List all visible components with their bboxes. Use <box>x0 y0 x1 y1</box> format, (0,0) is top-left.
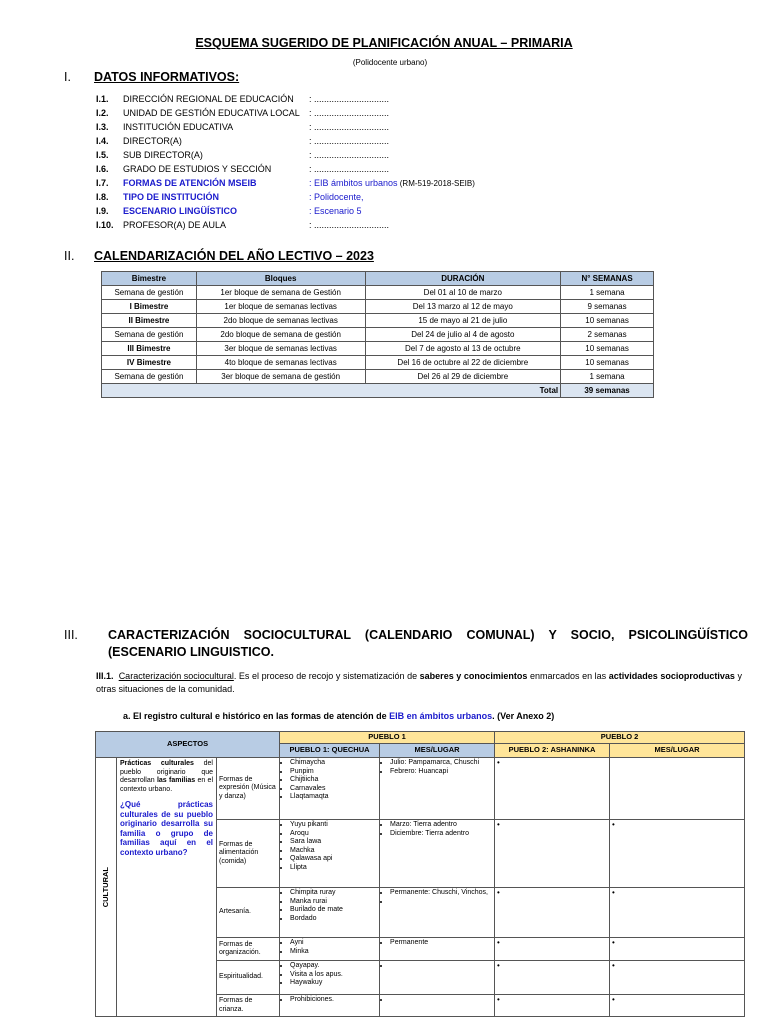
info-row-label: GRADO DE ESTUDIOS Y SECCIÓN <box>123 164 272 174</box>
aspect-description-text: del pueblo originario que desarrollan <box>120 760 213 784</box>
ashaninka-practices-cell <box>495 995 610 1017</box>
bullet-point: • <box>497 961 500 970</box>
calendar-row <box>102 370 654 384</box>
practice-item: • Visita a los apus. <box>290 971 377 980</box>
quechua-practices-cell <box>280 961 380 995</box>
month-place-list <box>382 759 492 776</box>
month-place-item <box>390 996 492 1005</box>
practice-item: • Bordado <box>290 915 377 924</box>
calendar-cell: IV Bimestre <box>102 356 197 370</box>
practice-item: • Ayni <box>290 939 377 948</box>
practice-item: • Yuyu pikanti <box>290 821 377 830</box>
month-place-item: • Permanente: Chuschi, Vinchos, <box>390 889 492 898</box>
calendar-cell: Del 26 al 29 de diciembre <box>365 370 561 384</box>
info-row <box>96 106 656 120</box>
calendar-cell: Del 01 al 10 de marzo <box>365 286 561 300</box>
expression-form-label: Formas de crianza. <box>219 997 253 1013</box>
calendar-cell: 2do bloque de semanas lectivas <box>196 314 365 328</box>
expression-form-label: Formas de alimentación (comida) <box>219 840 259 865</box>
info-row <box>96 148 656 162</box>
month-place-list <box>382 996 492 1005</box>
practice-item: • Llipta <box>290 864 377 873</box>
info-row-number: I.10. <box>96 220 114 230</box>
practice-item: • Chimpita ruray <box>290 889 377 898</box>
document-subtitle: (Polidocente urbano) <box>352 58 428 67</box>
bullet-point: • <box>612 820 615 829</box>
info-row-number: I.3. <box>96 122 109 132</box>
calendar-cell: I Bimestre <box>102 300 197 314</box>
header-mes-lugar-2: MES/LUGAR <box>610 744 745 758</box>
quechua-practices-list <box>282 962 377 988</box>
practice-item: • Carnavales <box>290 785 377 794</box>
info-row-label: DIRECCIÓN REGIONAL DE EDUCACIÓN <box>123 94 294 104</box>
calendar-total-label: Total <box>102 384 561 398</box>
section-2-heading <box>64 249 664 267</box>
month-place-cell-2 <box>610 758 745 820</box>
quechua-practices-cell <box>280 820 380 888</box>
header-quechua: PUEBLO 1: QUECHUA <box>280 744 380 758</box>
info-row <box>96 176 656 190</box>
calendar-cell: 3er bloque de semana de gestión <box>196 370 365 384</box>
month-place-cell-2 <box>610 938 745 961</box>
expression-form-cell <box>217 820 280 888</box>
calendar-header-semanas: N° SEMANAS <box>561 272 654 286</box>
paragraph-text-2: enmarcados en las <box>527 671 609 681</box>
subsection-3-1-number: III.1. <box>96 671 114 681</box>
calendar-cell: 2do bloque de semana de gestión <box>196 328 365 342</box>
info-row-value-text: : EIB ámbitos urbanos <box>309 178 398 188</box>
practice-item: • Machka <box>290 847 377 856</box>
info-row-label: ESCENARIO LINGÜÍSTICO <box>123 206 238 216</box>
info-row <box>96 218 656 232</box>
info-row-number: I.9. <box>96 206 109 216</box>
calendar-cell: 15 de mayo al 21 de julio <box>365 314 561 328</box>
month-place-cell <box>380 888 495 938</box>
info-row-label: TIPO DE INSTITUCIÓN <box>123 192 220 202</box>
practice-item: • Qalawasa api <box>290 855 377 864</box>
practice-item: • Qayapay. <box>290 962 377 971</box>
bullet-point: • <box>497 995 500 1004</box>
header-ashaninka: PUEBLO 2: ASHANINKA <box>495 744 610 758</box>
practice-item: • Sara lawa <box>290 838 377 847</box>
practice-item: • Punpim <box>290 768 377 777</box>
calendar-total-value: 39 semanas <box>561 384 654 398</box>
quechua-practices-list <box>282 821 377 872</box>
info-row <box>96 92 656 106</box>
paragraph-text-1: . Es el proceso de recojo y sistematización de <box>233 671 420 681</box>
calendar-cell: 9 semanas <box>561 300 654 314</box>
info-row-value <box>309 106 389 121</box>
month-place-item: • Diciembre: Tierra adentro <box>390 830 492 839</box>
ashaninka-practices-cell <box>495 758 610 820</box>
info-row-number: I.6. <box>96 164 109 174</box>
calendar-cell: 3er bloque de semanas lectivas <box>196 342 365 356</box>
calendar-cell: 10 semanas <box>561 314 654 328</box>
quechua-practices-cell <box>280 938 380 961</box>
cultural-label: CULTURAL <box>100 866 110 908</box>
quechua-practices-cell <box>280 758 380 820</box>
calendar-cell: II Bimestre <box>102 314 197 328</box>
calendar-cell: Semana de gestión <box>102 328 197 342</box>
practice-item: • Llaqtamaqta <box>290 793 377 802</box>
aspect-description-text: en el contexto urbano. <box>120 777 214 793</box>
cultural-category-cell <box>96 758 117 1017</box>
item-a-prefix: a. El registro cultural e histórico en las formas de atención de <box>123 711 390 721</box>
practice-item: • Haywakuy <box>290 979 377 988</box>
bullet-point: • <box>497 938 500 947</box>
info-row-value-text: : Polidocente, <box>309 192 364 202</box>
info-row-value-text: : .............................. <box>309 94 390 104</box>
info-row-value-text: : .............................. <box>309 164 390 174</box>
paragraph-text-3: y otras situaciones de la comunidad. <box>96 671 743 694</box>
calendar-row <box>102 342 654 356</box>
item-a-suffix: . (Ver Anexo 2) <box>492 711 555 721</box>
bullet-point: • <box>497 820 500 829</box>
quechua-practices-list <box>282 889 377 923</box>
quechua-practices-cell <box>280 995 380 1017</box>
quechua-practices-cell <box>280 888 380 938</box>
month-place-cell-2 <box>610 888 745 938</box>
month-place-item <box>390 962 492 971</box>
calendar-cell: Del 13 marzo al 12 de mayo <box>365 300 561 314</box>
section-2-title: CALENDARIZACIÓN DEL AÑO LECTIVO – 2023 <box>94 249 374 263</box>
info-row-value <box>309 204 362 219</box>
month-place-cell <box>380 758 495 820</box>
section-1-number: I. <box>64 70 71 84</box>
expression-form-cell <box>217 938 280 961</box>
practice-item: • Chimaycha <box>290 759 377 768</box>
calendar-table <box>101 271 654 398</box>
ashaninka-practices-cell <box>495 938 610 961</box>
info-row-value <box>309 134 389 149</box>
info-row-label: SUB DIRECTOR(A) <box>123 150 203 160</box>
info-row <box>96 162 656 176</box>
bullet-point: • <box>612 938 615 947</box>
info-row-value-text: : Escenario 5 <box>309 206 362 216</box>
calendar-cell: 1 semana <box>561 370 654 384</box>
month-place-cell-2 <box>610 995 745 1017</box>
calendar-cell: 10 semanas <box>561 342 654 356</box>
ashaninka-practices-cell <box>495 961 610 995</box>
header-mes-lugar-1: MES/LUGAR <box>380 744 495 758</box>
expression-form-cell <box>217 758 280 820</box>
month-place-item: • Febrero: Huancapi <box>390 768 492 777</box>
calendar-cell: Semana de gestión <box>102 286 197 300</box>
practice-item: • Manka rurai <box>290 898 377 907</box>
month-place-cell <box>380 820 495 888</box>
subsection-3-1-title: Caracterización sociocultural <box>118 671 234 681</box>
aspect-description-text: Prácticas culturales <box>120 760 194 767</box>
subsection-3-1-paragraph <box>96 670 742 696</box>
info-row-value-text: : .............................. <box>309 122 390 132</box>
expression-form-label: Espiritualidad. <box>219 973 263 981</box>
calendar-cell: 2 semanas <box>561 328 654 342</box>
cultural-register-table <box>95 731 745 1017</box>
info-row <box>96 190 656 204</box>
month-place-item: • Julio: Pampamarca, Chuschi <box>390 759 492 768</box>
bullet-point: • <box>497 888 500 897</box>
calendar-cell: Del 16 de octubre al 22 de diciembre <box>365 356 561 370</box>
header-pueblo-1: PUEBLO 1 <box>280 732 495 744</box>
info-row <box>96 134 656 148</box>
section-3-title: CARACTERIZACIÓN SOCIOCULTURAL (CALENDARIO COMUNAL) Y SOCIO, PSICOLINGÜÍSTICO (ESCENARIO LINGUISTICO. <box>108 628 748 659</box>
info-row-value <box>309 218 389 233</box>
header-pueblo-2: PUEBLO 2 <box>495 732 745 744</box>
info-row <box>96 204 656 218</box>
section-1-heading <box>64 70 664 88</box>
quechua-practices-list <box>282 996 377 1005</box>
info-row-value-note: (RM-519-2018-SEIB) <box>397 179 475 188</box>
info-row-label: INSTITUCIÓN EDUCATIVA <box>123 122 234 132</box>
expression-form-cell <box>217 888 280 938</box>
calendar-cell: 1er bloque de semanas lectivas <box>196 300 365 314</box>
info-row-number: I.7. <box>96 178 109 188</box>
info-row-value-text: : .............................. <box>309 108 390 118</box>
month-place-item <box>390 898 492 907</box>
month-place-list <box>382 962 492 971</box>
paragraph-bold-1: saberes y conocimientos <box>419 671 528 681</box>
info-row-number: I.2. <box>96 108 109 118</box>
calendar-cell: Del 24 de julio al 4 de agosto <box>365 328 561 342</box>
section-1-title: DATOS INFORMATIVOS: <box>94 70 240 84</box>
info-row-value <box>309 162 389 177</box>
info-row-label: UNIDAD DE GESTIÓN EDUCATIVA LOCAL <box>123 108 300 118</box>
header-aspectos: ASPECTOS <box>96 732 280 758</box>
calendar-header-bloques: Bloques <box>196 272 365 286</box>
aspect-description-text: las familias <box>156 777 196 784</box>
month-place-cell-2 <box>610 820 745 888</box>
info-row-value <box>309 148 389 163</box>
register-row <box>96 758 745 820</box>
calendar-cell: Semana de gestión <box>102 370 197 384</box>
info-row-value <box>309 92 389 107</box>
calendar-row <box>102 300 654 314</box>
section-2-number: II. <box>64 249 75 263</box>
practice-item: • Prohibiciones. <box>290 996 377 1005</box>
expression-form-label: Artesanía. <box>219 908 251 916</box>
month-place-list <box>382 889 492 906</box>
month-place-list <box>382 821 492 838</box>
quechua-practices-list <box>282 939 377 956</box>
info-row-label: FORMAS DE ATENCIÓN MSEIB <box>123 178 257 188</box>
document-title: ESQUEMA SUGERIDO DE PLANIFICACIÓN ANUAL – PRIMARIA <box>195 36 573 50</box>
info-row-value-text: : .............................. <box>309 220 390 230</box>
calendar-cell: 1 semana <box>561 286 654 300</box>
expression-form-cell <box>217 961 280 995</box>
expression-form-label: Formas de expresión (Música y danza) <box>219 775 276 800</box>
item-a-heading <box>123 711 554 721</box>
month-place-item: • Permanente <box>390 939 492 948</box>
info-row-label: PROFESOR(A) DE AULA <box>123 220 227 230</box>
calendar-cell: 10 semanas <box>561 356 654 370</box>
paragraph-bold-2: actividades socioproductivas <box>608 671 735 681</box>
calendar-cell: III Bimestre <box>102 342 197 356</box>
bullet-point: • <box>612 995 615 1004</box>
info-row-number: I.8. <box>96 192 109 202</box>
info-row <box>96 120 656 134</box>
month-place-list <box>382 939 492 948</box>
info-row-number: I.4. <box>96 136 109 146</box>
aspect-description-cell <box>117 758 217 1017</box>
info-row-label: DIRECTOR(A) <box>123 136 182 146</box>
calendar-cell: 4to bloque de semanas lectivas <box>196 356 365 370</box>
calendar-row <box>102 314 654 328</box>
calendar-header-duracion: DURACIÓN <box>365 272 561 286</box>
month-place-cell <box>380 995 495 1017</box>
info-row-number: I.5. <box>96 150 109 160</box>
bullet-point: • <box>612 888 615 897</box>
info-row-value-text: : .............................. <box>309 136 390 146</box>
info-row-value <box>309 176 475 191</box>
practice-item: • Chijtiicha <box>290 776 377 785</box>
info-row-value <box>309 120 389 135</box>
calendar-row <box>102 328 654 342</box>
practice-item: • Aroqu <box>290 830 377 839</box>
expression-form-cell <box>217 995 280 1017</box>
bullet-point: • <box>612 961 615 970</box>
month-place-item: • Marzo: Tierra adentro <box>390 821 492 830</box>
month-place-cell <box>380 938 495 961</box>
calendar-cell: 1er bloque de semana de Gestión <box>196 286 365 300</box>
info-row-number: I.1. <box>96 94 109 104</box>
calendar-row <box>102 286 654 300</box>
practice-item: • Minka <box>290 948 377 957</box>
info-row-value-text: : .............................. <box>309 150 390 160</box>
quechua-practices-list <box>282 759 377 802</box>
item-a-blue: EIB en ámbitos urbanos <box>389 711 493 721</box>
section-3-number: III. <box>64 628 78 642</box>
expression-form-label: Formas de organización. <box>219 940 261 956</box>
ashaninka-practices-cell <box>495 888 610 938</box>
month-place-cell-2 <box>610 961 745 995</box>
practice-item: • Burilado de mate <box>290 906 377 915</box>
bullet-point: • <box>497 758 500 767</box>
calendar-cell: Del 7 de agosto al 13 de octubre <box>365 342 561 356</box>
calendar-header-bimestre: Bimestre <box>102 272 197 286</box>
aspect-description <box>120 760 213 794</box>
ashaninka-practices-cell <box>495 820 610 888</box>
month-place-cell <box>380 961 495 995</box>
calendar-row <box>102 356 654 370</box>
aspect-question: ¿Qué prácticas culturales de su pueblo originario desarrolla su familia o grupo de familias aquí en el contexto urbano? <box>120 800 213 857</box>
info-row-value <box>309 190 364 205</box>
